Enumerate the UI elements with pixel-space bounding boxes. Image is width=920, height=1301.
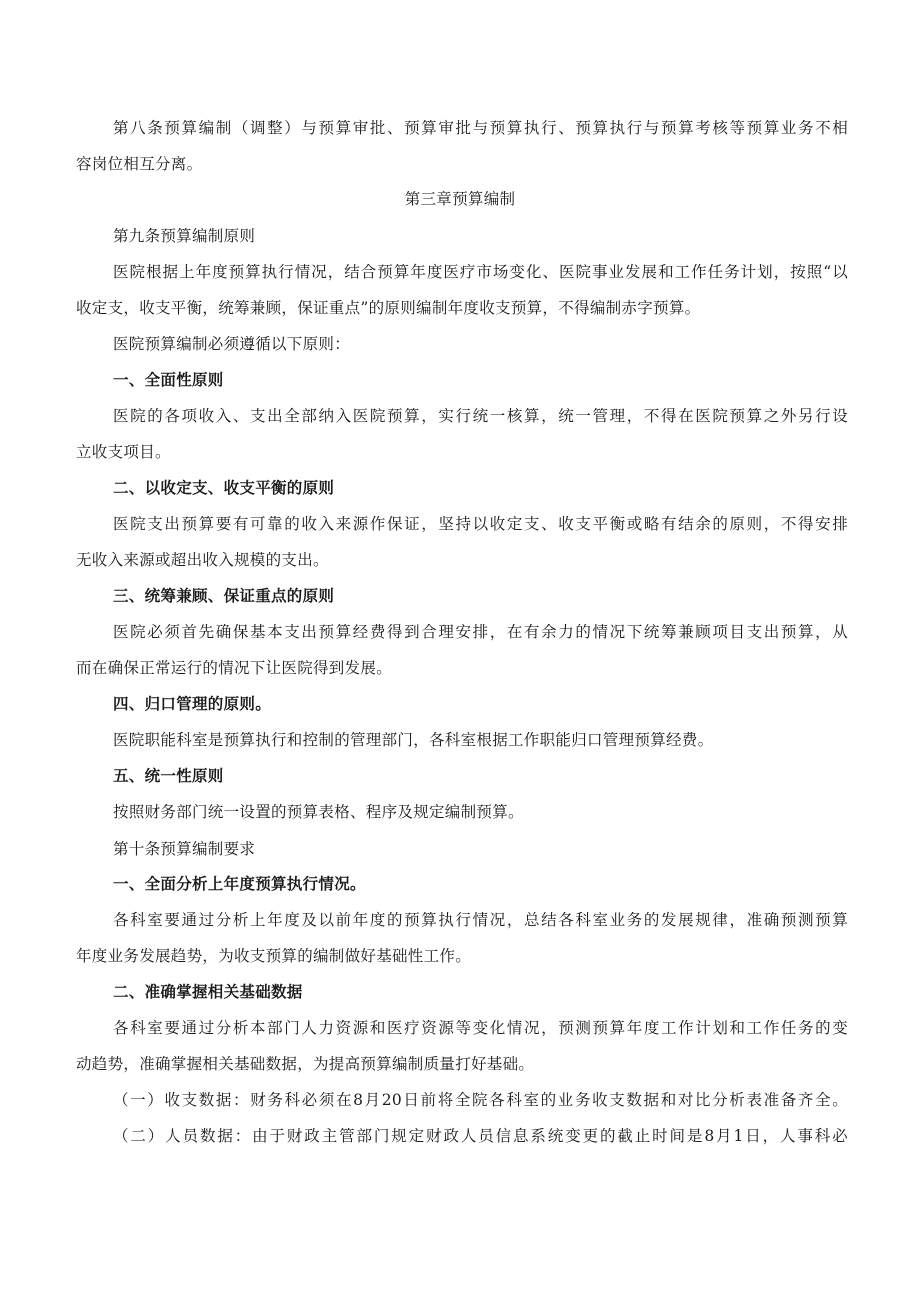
requirement-1-line-1: 各科室要通过分析上年度及以前年度的预算执行情况，总结各科室业务的发展规律，准确预测预算 — [113, 911, 848, 929]
article-10-heading: 第十条预算编制要求 — [113, 840, 256, 858]
requirement-2-heading: 二、准确掌握相关基础数据 — [113, 982, 303, 1001]
principle-1-heading: 一、全面性原则 — [113, 370, 224, 389]
principle-5-line-1: 按照财务部门统一设置的预算表格、程序及规定编制预算。 — [113, 803, 524, 821]
data-item-2: （二）人员数据：由于财政主管部门规定财政人员信息系统变更的截止时间是8月1日，人事科必 — [113, 1127, 848, 1145]
principle-2-line-1: 医院支出预算要有可靠的收入来源作保证，坚持以收定支、收支平衡或略有结余的原则，不得安排 — [113, 515, 848, 533]
requirement-1-line-2: 年度业务发展趋势，为收支预算的编制做好基础性工作。 — [76, 947, 472, 965]
chapter-3-heading: 第三章预算编制 — [404, 190, 516, 208]
principle-1-line-2: 立收支项目。 — [76, 443, 171, 461]
article-9-para-1-line-1: 医院根据上年度预算执行情况，结合预算年度医疗市场变化、医院事业发展和工作任务计划，按照“以 — [113, 263, 848, 281]
principle-3-line-2: 而在确保正常运行的情况下让医院得到发展。 — [76, 659, 393, 677]
principle-2-heading: 二、以收定支、收支平衡的原则 — [113, 478, 335, 497]
data-item-1: （一）收支数据：财务科必须在8月20日前将全院各科室的业务收支数据和对比分析表准备齐全。 — [113, 1091, 848, 1109]
principle-3-line-1: 医院必须首先确保基本支出预算经费得到合理安排，在有余力的情况下统筹兼顾项目支出预算，从 — [113, 623, 848, 641]
requirement-2-line-2: 动趋势，准确掌握相关基础数据，为提高预算编制质量打好基础。 — [76, 1055, 535, 1073]
article-9-para-2: 医院预算编制必须遵循以下原则： — [113, 335, 351, 353]
principle-4-heading: 四、归口管理的原则。 — [113, 694, 272, 713]
principle-5-heading: 五、统一性原则 — [113, 766, 224, 785]
article-8-line-1: 第八条预算编制（调整）与预算审批、预算审批与预算执行、预算执行与预算考核等预算业务不相 — [113, 119, 848, 137]
principle-4-line-1: 医院职能科室是预算执行和控制的管理部门，各科室根据工作职能归口管理预算经费。 — [113, 731, 714, 749]
principle-3-heading: 三、统筹兼顾、保证重点的原则 — [113, 586, 335, 605]
article-9-para-1-line-2: 收定支，收支平衡，统筹兼顾，保证重点”的原则编制年度收支预算，不得编制赤字预算。 — [76, 299, 701, 317]
requirement-2-line-1: 各科室要通过分析本部门人力资源和医疗资源等变化情况，预测预算年度工作计划和工作任务的变 — [113, 1019, 848, 1037]
requirement-1-heading: 一、全面分析上年度预算执行情况。 — [113, 874, 366, 893]
article-8-line-2: 容岗位相互分离。 — [76, 155, 203, 173]
principle-1-line-1: 医院的各项收入、支出全部纳入医院预算，实行统一核算，统一管理，不得在医院预算之外另行设 — [113, 407, 848, 425]
article-9-heading: 第九条预算编制原则 — [113, 227, 256, 245]
principle-2-line-2: 无收入来源或超出收入规模的支出。 — [76, 551, 329, 569]
